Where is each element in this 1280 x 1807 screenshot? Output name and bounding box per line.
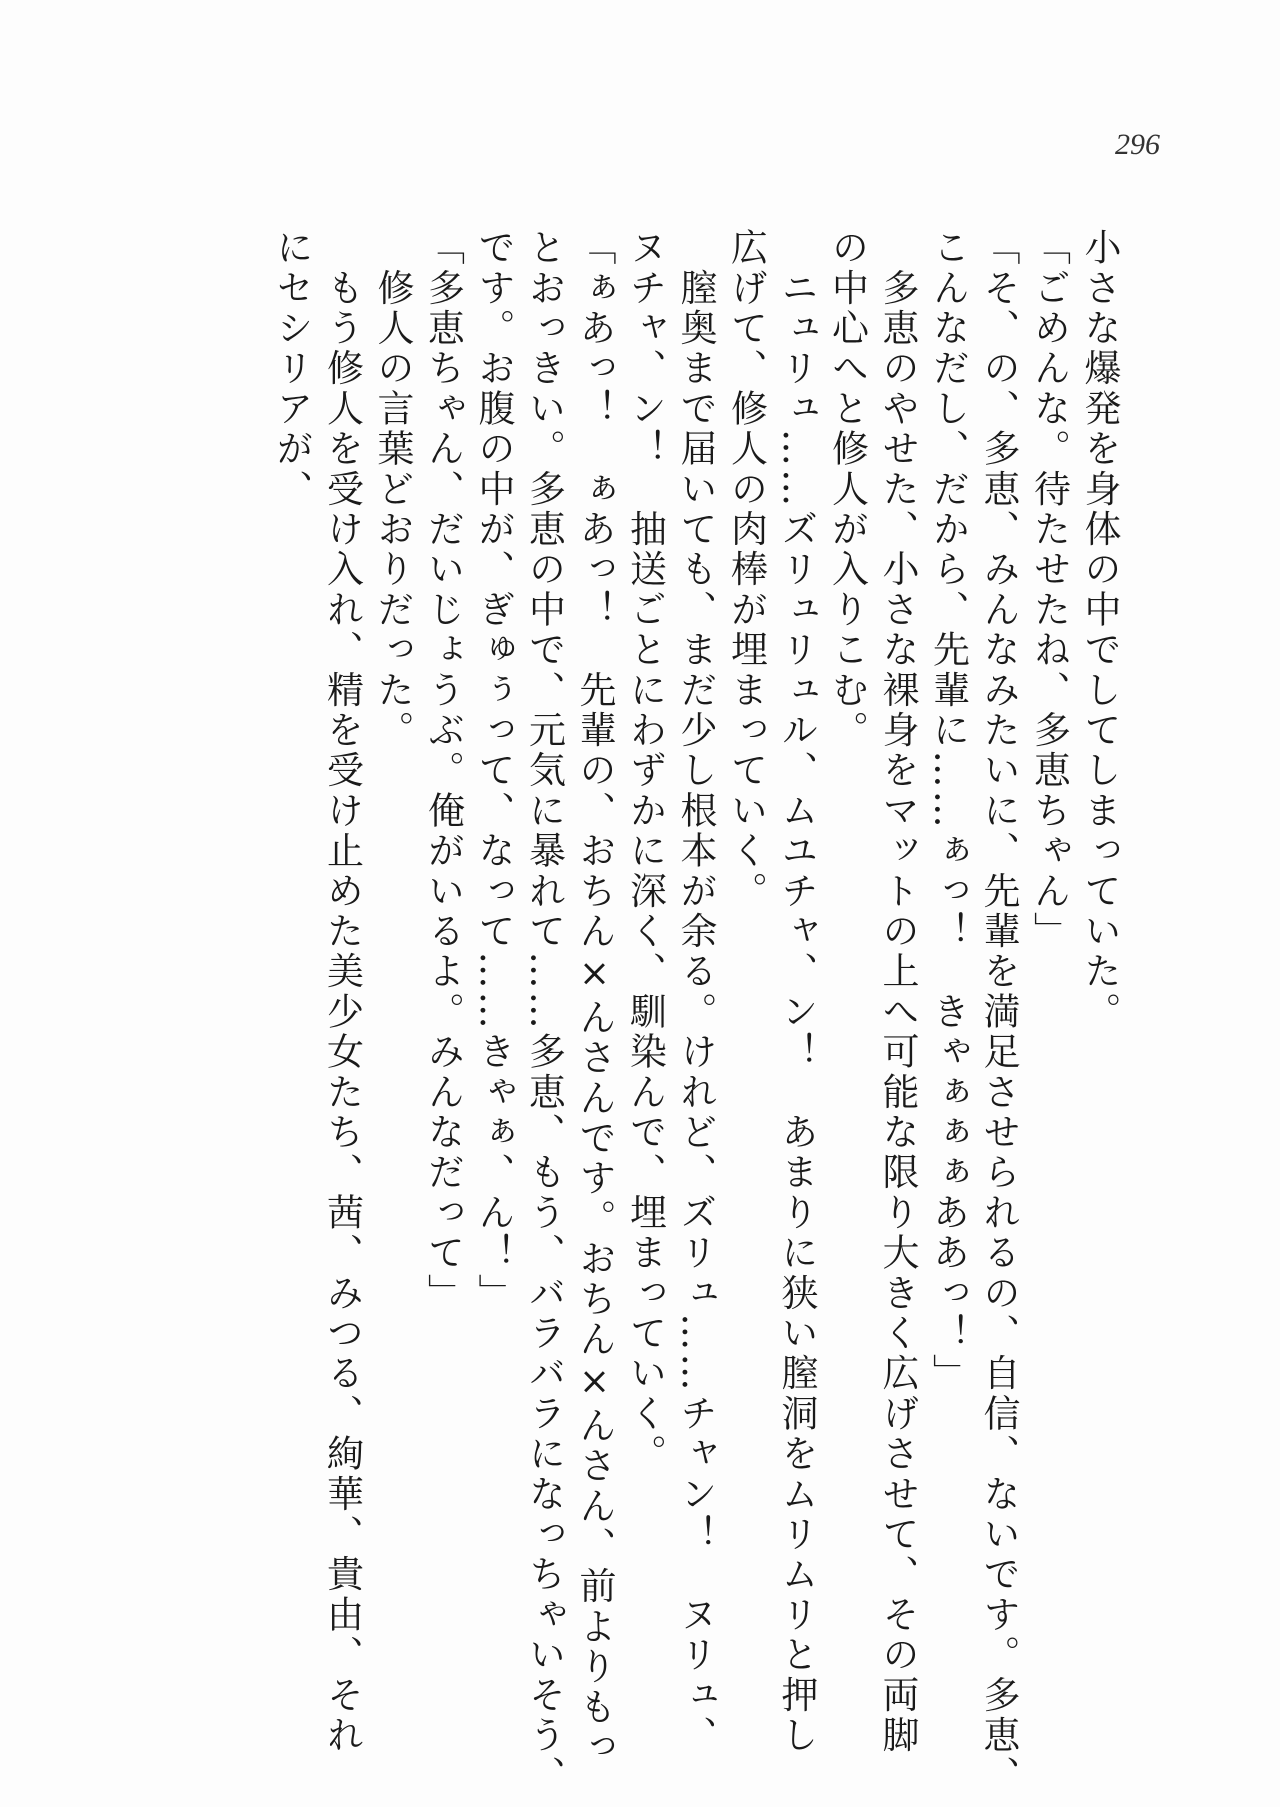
text-line: 修人の言葉どおりだった。 [371,228,414,751]
text-line: 「ぁあっ！ ぁあっ！ 先輩の、おちん×んさんです。おちん×んさん、前よりもっ [573,228,616,1768]
text-line: もう修人を受け入れ、精を受け止めた美少女たち、茜、みつる、絢華、貴由、それ [320,228,364,1756]
text-line: の中心へと修人が入りこむ。 [825,228,869,751]
text-line: ヌチャ、ン！ 抽送ごとにわずかに深く、馴染んで、埋まっていく。 [623,228,667,1475]
text-line: 広げて、修人の肉棒が埋まっていく。 [724,228,768,912]
text-line: とおっきい。多恵の中で、元気に暴れて……多恵、もう、バラバラになっちゃいそう、 [522,228,566,1796]
text-line: 膣奥まで届いても、まだ少し根本が余る。けれど、ズリュ……チャン！ ヌリュ、 [674,228,717,1756]
text-line: 「多恵ちゃん、だいじょうぶ。俺がいるよ。みんなだって」 [421,228,465,1314]
text-line: にセシリアが、 [270,228,313,510]
text-line: 小さな爆発を身体の中でしてしまっていた。 [1078,228,1121,1032]
text-line: こんなだし、だから、先輩に……ぁっ！ きゃぁぁぁああっ！」 [926,228,970,1394]
text-line: 多恵のやせた、小さな裸身をマットの上へ可能な限り大きく広げさせて、その両脚 [876,228,919,1756]
text-line: です。お腹の中が、ぎゅぅって、なって……きゃぁ、ん！」 [472,228,515,1314]
page-number: 296 [1115,128,1160,161]
text-line: 「そ、の、多恵、みんなみたいに、先輩を満足させられるの、自信、ないです。多恵、 [977,228,1020,1796]
text-line: 「ごめんな。待たせたね、多恵ちゃん」 [1027,228,1071,952]
vertical-text-body [266,228,1125,1796]
text-line: ニュリュ……ズリュリュル、ムユチャ、ン！ あまりに狭い膣洞をムリムリと押し [775,228,818,1756]
